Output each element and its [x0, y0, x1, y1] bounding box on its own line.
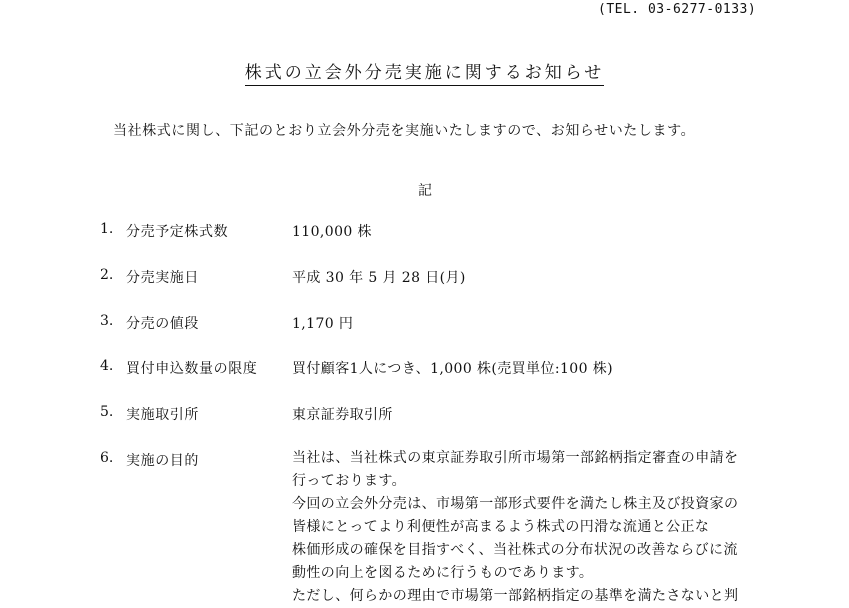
contact-telephone: (TEL. 03-6277-0133) [598, 2, 757, 17]
item-label: 分売の値段 [126, 316, 199, 332]
intro-paragraph: 当社株式に関し、下記のとおり立会外分売を実施いたしますので、お知らせいたします。 [113, 123, 696, 139]
item-number: 1. [100, 221, 114, 237]
item-number: 3. [100, 313, 114, 329]
purpose-line: 当社は、当社株式の東京証券取引所市場第一部銘柄指定審査の申請を [292, 450, 739, 466]
item-label: 分売実施日 [126, 270, 199, 286]
purpose-line: 株価形成の確保を目指すべく、当社株式の分布状況の改善ならびに流 [292, 542, 738, 558]
item-label: 実施の目的 [126, 453, 199, 469]
document-title [0, 58, 849, 83]
item-value: 東京証券取引所 [292, 407, 393, 423]
item-number: 2. [100, 267, 114, 283]
purpose-text [292, 447, 762, 608]
purpose-line: ただし、何らかの理由で市場第一部銘柄指定の基準を満たさないと判 [292, 588, 739, 604]
item-number: 4. [100, 358, 114, 374]
document-title-text: 株式の立会外分売実施に関するお知らせ [245, 63, 605, 86]
purpose-line: 動性の向上を図るために行うものであります。 [292, 565, 594, 581]
ki-heading: 記 [418, 183, 432, 199]
item-number: 5. [100, 404, 114, 420]
purpose-line: 今回の立会外分売は、市場第一部形式要件を満たし株主及び投資家の [292, 496, 739, 512]
item-value: 1,170 円 [292, 316, 354, 332]
item-value: 110,000 株 [292, 224, 372, 240]
item-label: 買付申込数量の限度 [126, 361, 258, 377]
item-value: 平成 30 年 5 月 28 日(月) [292, 270, 466, 286]
item-value: 買付顧客1人につき、1,000 株(売買単位:100 株) [292, 361, 614, 377]
purpose-line: 皆様にとってより利便性が高まるよう株式の円滑な流通と公正な [292, 519, 710, 535]
item-label: 実施取引所 [126, 407, 199, 423]
item-label: 分売予定株式数 [126, 224, 229, 240]
item-number: 6. [100, 450, 114, 466]
purpose-line: 行っております。 [292, 473, 407, 489]
